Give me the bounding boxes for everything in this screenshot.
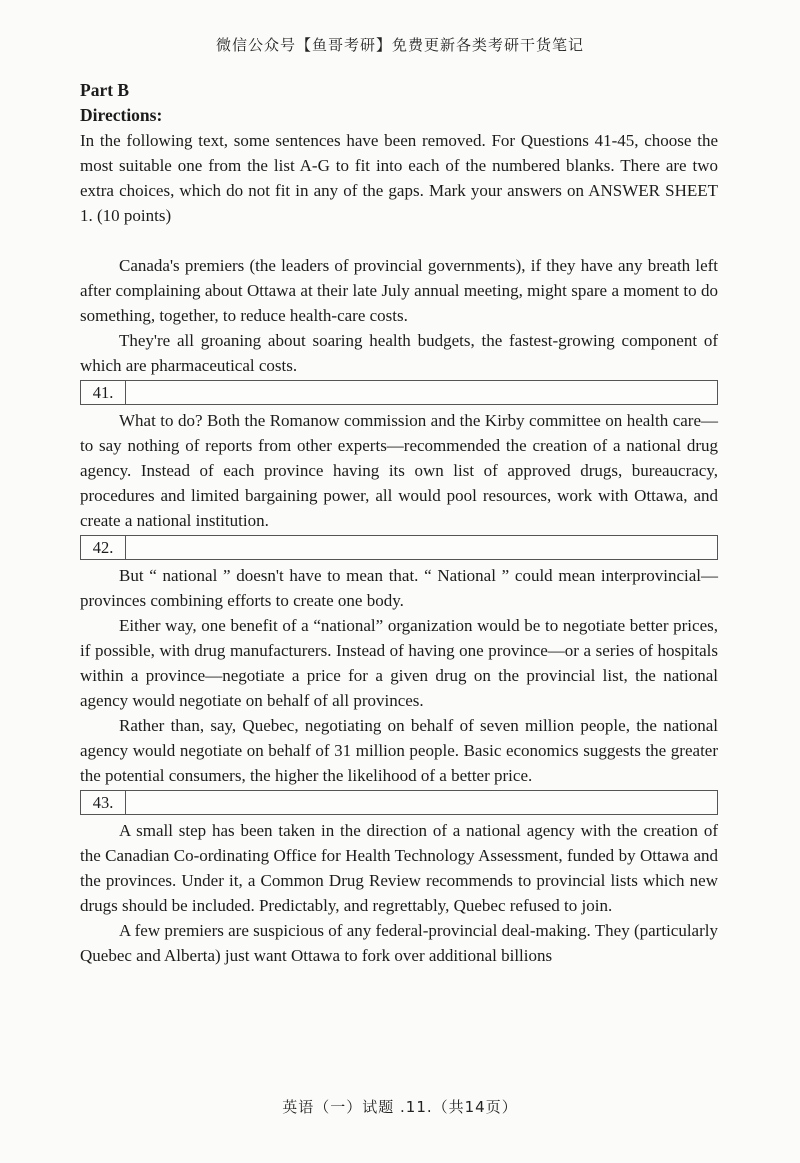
- passage-paragraph-2: They're all groaning about soaring health budgets, the fastest-growing component of which are pharmaceutical costs.: [80, 331, 718, 375]
- blank-space-42: [126, 536, 717, 559]
- passage-paragraph-4: But “ national ” doesn't have to mean that. “ National ” could mean interprovincial—provinces combining efforts to create one body.: [80, 566, 718, 610]
- passage-paragraph-5: Either way, one benefit of a “national” organization would be to negotiate better prices, if possible, with drug manufacturers. Instead of having one province—or a series of hospitals within a province—negotiate a price for a given drug on the provincial list, the national agency would negotiate on behalf of all provinces.: [80, 616, 718, 710]
- blank-number-43: 43.: [81, 791, 126, 814]
- answer-blank-41: [80, 380, 718, 405]
- blank-space-41: [126, 381, 717, 404]
- blank-number-41: 41.: [81, 381, 126, 404]
- blank-space-43: [126, 791, 717, 814]
- passage-paragraph-3: What to do? Both the Romanow commission and the Kirby committee on health care—to say nothing of reports from other experts—recommended the creation of a national drug agency. Instead of each province having its own list of approved drugs, bureaucracy, procedures and limited bargaining power, all would pool resources, work with Ottawa, and create a national institution.: [80, 411, 718, 530]
- exam-content: [80, 78, 718, 968]
- passage-paragraph-1: Canada's premiers (the leaders of provincial governments), if they have any breath left after complaining about Ottawa at their late July annual meeting, might spare a moment to do something, together, to reduce health-care costs.: [80, 256, 718, 325]
- page-header: 微信公众号【鱼哥考研】免费更新各类考研干货笔记: [215, 36, 584, 54]
- answer-blank-43: [80, 790, 718, 815]
- directions-heading: Directions:: [80, 105, 163, 125]
- directions-text: In the following text, some sentences have been removed. For Questions 41-45, choose the most suitable one from the list A-G to fit into each of the numbered blanks. There are two extra choices, which do not fit in any of the gaps. Mark your answers on ANSWER SHEET 1. (10 points): [80, 131, 718, 225]
- blank-number-42: 42.: [81, 536, 126, 559]
- part-heading: Part B: [80, 80, 130, 100]
- passage-paragraph-6: Rather than, say, Quebec, negotiating on behalf of seven million people, the national agency would negotiate on behalf of 31 million people. Basic economics suggests the greater the potential consumers, the higher the likelihood of a better price.: [80, 716, 718, 785]
- passage-paragraph-7: A small step has been taken in the direction of a national agency with the creation of the Canadian Co-ordinating Office for Health Technology Assessment, funded by Ottawa and the provinces. Under it, a Common Drug Review recommends to provincial lists which new drugs should be included. Predictably, and regrettably, Quebec refused to join.: [80, 821, 718, 915]
- passage-paragraph-8: A few premiers are suspicious of any federal-provincial deal-making. They (particularly Quebec and Alberta) just want Ottawa to fork over additional billions: [80, 921, 718, 965]
- page-footer: 英语（一）试题 .11.（共14页）: [282, 1098, 518, 1116]
- answer-blank-42: [80, 535, 718, 560]
